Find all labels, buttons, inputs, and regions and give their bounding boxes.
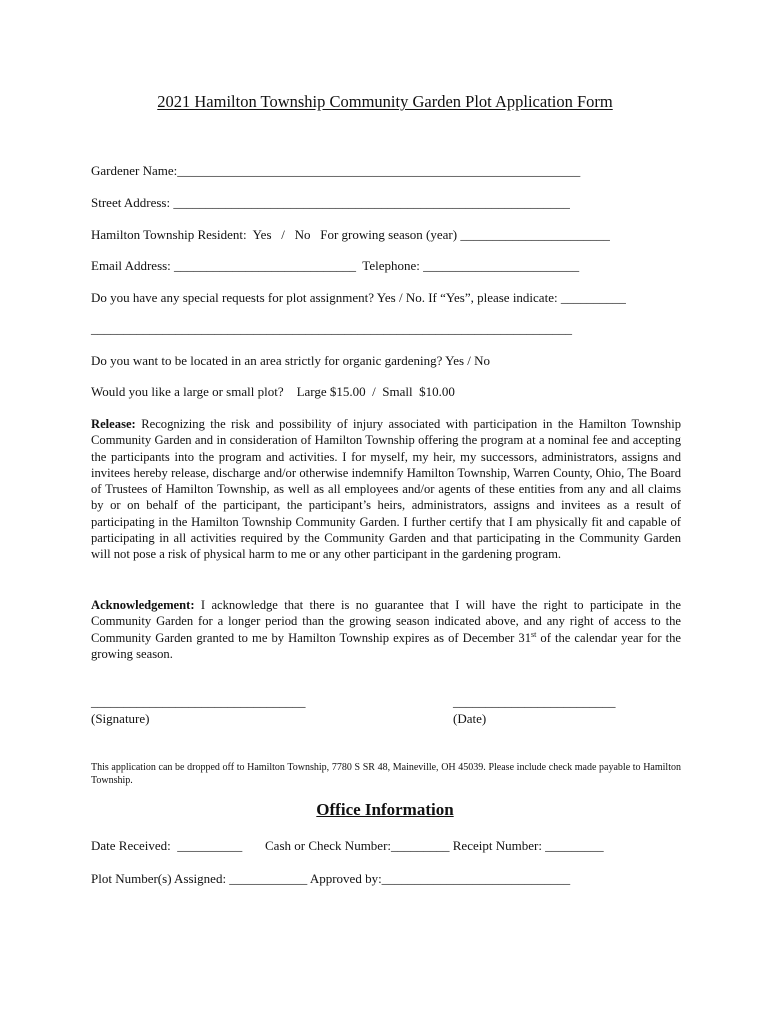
acknowledgement-text-after: of the calendar year for the growing season. <box>91 630 681 661</box>
date-line[interactable]: _________________________ <box>453 694 616 709</box>
release-text: Recognizing the risk and possibility of injury associated with participation in the Hamilton Township Community Garden and in consideration of Hamilton Township offering the program at a nominal fee and accepting the participants into the program and activities. I for myself, my heir, my successors, administrators, assigns and invitees hereby release, discharge and/or otherwise indemnify Hamilton Township, Warren County, Ohio, The Board of Trustees of Hamilton Township, as well as all employees and/or agents of these entities from any and all claims by or on behalf of the participant, the participant’s heirs, administrators, assigns and invitees as a result of participating in the Hamilton Township Community Garden. I further certify that I am physically fit and capable of participating in all activities required by the Community Garden and that participating in the Community Garden will not pose a risk of physical harm to me or any other participant in the gardening program. <box>91 417 681 562</box>
gardener-name-field[interactable]: Gardener Name:______________________________________________________________ <box>91 163 581 178</box>
acknowledgement-heading: Acknowledgement: <box>91 598 195 612</box>
special-requests-field[interactable]: Do you have any special requests for plot assignment? Yes / No. If “Yes”, please indicate: __________ <box>91 290 626 305</box>
special-requests-continuation-line[interactable]: __________________________________________________________________________ <box>91 321 572 336</box>
office-row-assigned[interactable]: Plot Number(s) Assigned: ____________ Approved by:_____________________________ <box>91 871 571 886</box>
signature-label: (Signature) <box>91 711 150 726</box>
plot-size-question[interactable]: Would you like a large or small plot? Large $15.00 / Small $10.00 <box>91 384 455 399</box>
organic-gardening-question[interactable]: Do you want to be located in an area strictly for organic gardening? Yes / No <box>91 353 491 368</box>
dropoff-note: This application can be dropped off to Hamilton Township, 7780 S SR 48, Maineville, OH 45039. Please include check made payable to Hamilton Township. <box>91 762 681 786</box>
email-telephone-field[interactable]: Email Address: ____________________________ Telephone: ________________________ <box>91 258 580 273</box>
signature-line[interactable]: _________________________________ <box>91 694 306 709</box>
form-title: 2021 Hamilton Township Community Garden Plot Application Form <box>157 92 613 111</box>
office-row-received[interactable]: Date Received: __________ Cash or Check Number:_________ Receipt Number: _________ <box>91 838 604 853</box>
acknowledgement-superscript: st <box>531 629 537 639</box>
date-label: (Date) <box>453 711 487 726</box>
street-address-field[interactable]: Street Address: _____________________________________________________________ <box>91 195 570 210</box>
office-information-heading: Office Information <box>316 800 454 819</box>
release-heading: Release: <box>91 417 136 431</box>
acknowledgement-paragraph <box>91 597 681 662</box>
acknowledgement-text-before: I acknowledge that there is no guarantee that I will have the right to participate in the Community Garden for a longer period than the growing season indicated above, and any right of access to the Community Garden granted to me by Hamilton Township expires as of December 31 <box>91 598 681 645</box>
resident-field[interactable]: Hamilton Township Resident: Yes / No For growing season (year) _______________________ <box>91 227 610 242</box>
release-paragraph <box>91 416 681 563</box>
